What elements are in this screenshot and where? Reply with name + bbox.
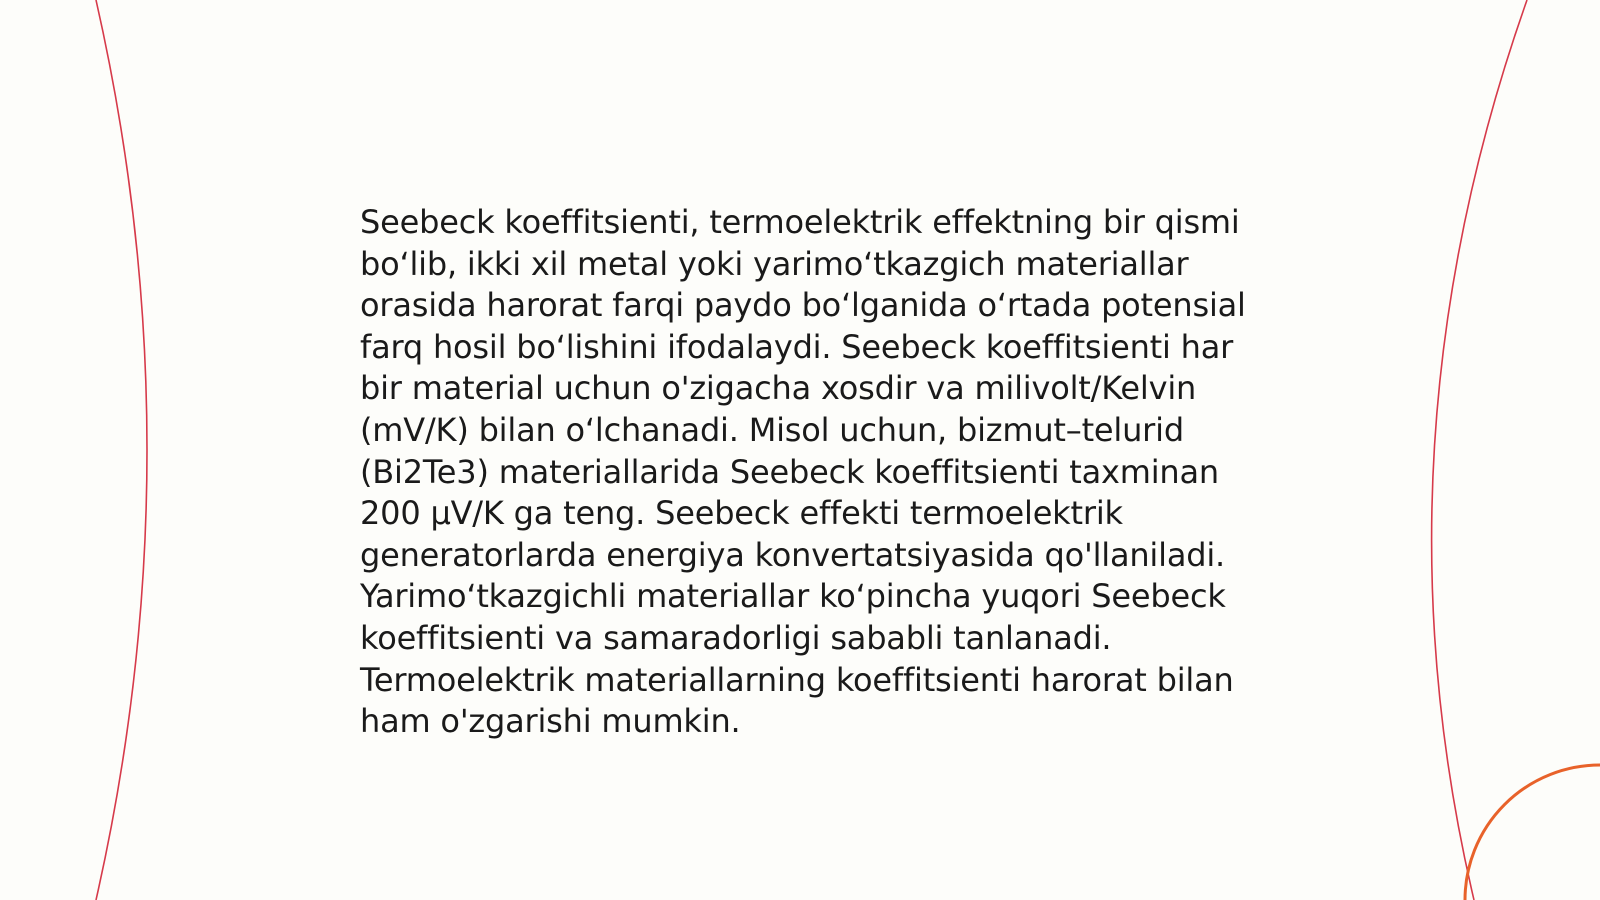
right-arc <box>1432 0 1527 900</box>
left-arc <box>96 0 147 900</box>
orange-circle-arc <box>1465 765 1600 900</box>
body-paragraph: Seebeck koeffitsienti, termoelektrik effektning bir qismi bo‘lib, ikki xil metal yoki yarimo‘tkazgich materiallar orasida harorat farqi paydo bo‘lganida o‘rtada potensial farq hosil bo‘lishini ifodalaydi. Seebeck koeffitsienti har bir material uchun o'zigacha xosdir va milivolt/Kelvin (mV/K) bilan o‘lchanadi. Misol uchun, bizmut–telurid (Bi2Te3) materiallarida Seebeck koeffitsienti taxminan 200 μV/K ga teng. Seebeck effekti termoelektrik generatorlarda energiya konvertatsiyasida qo'llaniladi. Yarimo‘tkazgichli materiallar ko‘pincha yuqori Seebeck koeffitsienti va samaradorligi sababli tanlanadi. Termoelektrik materiallarning koeffitsienti harorat bilan ham o'zgarishi mumkin. <box>360 203 1246 741</box>
